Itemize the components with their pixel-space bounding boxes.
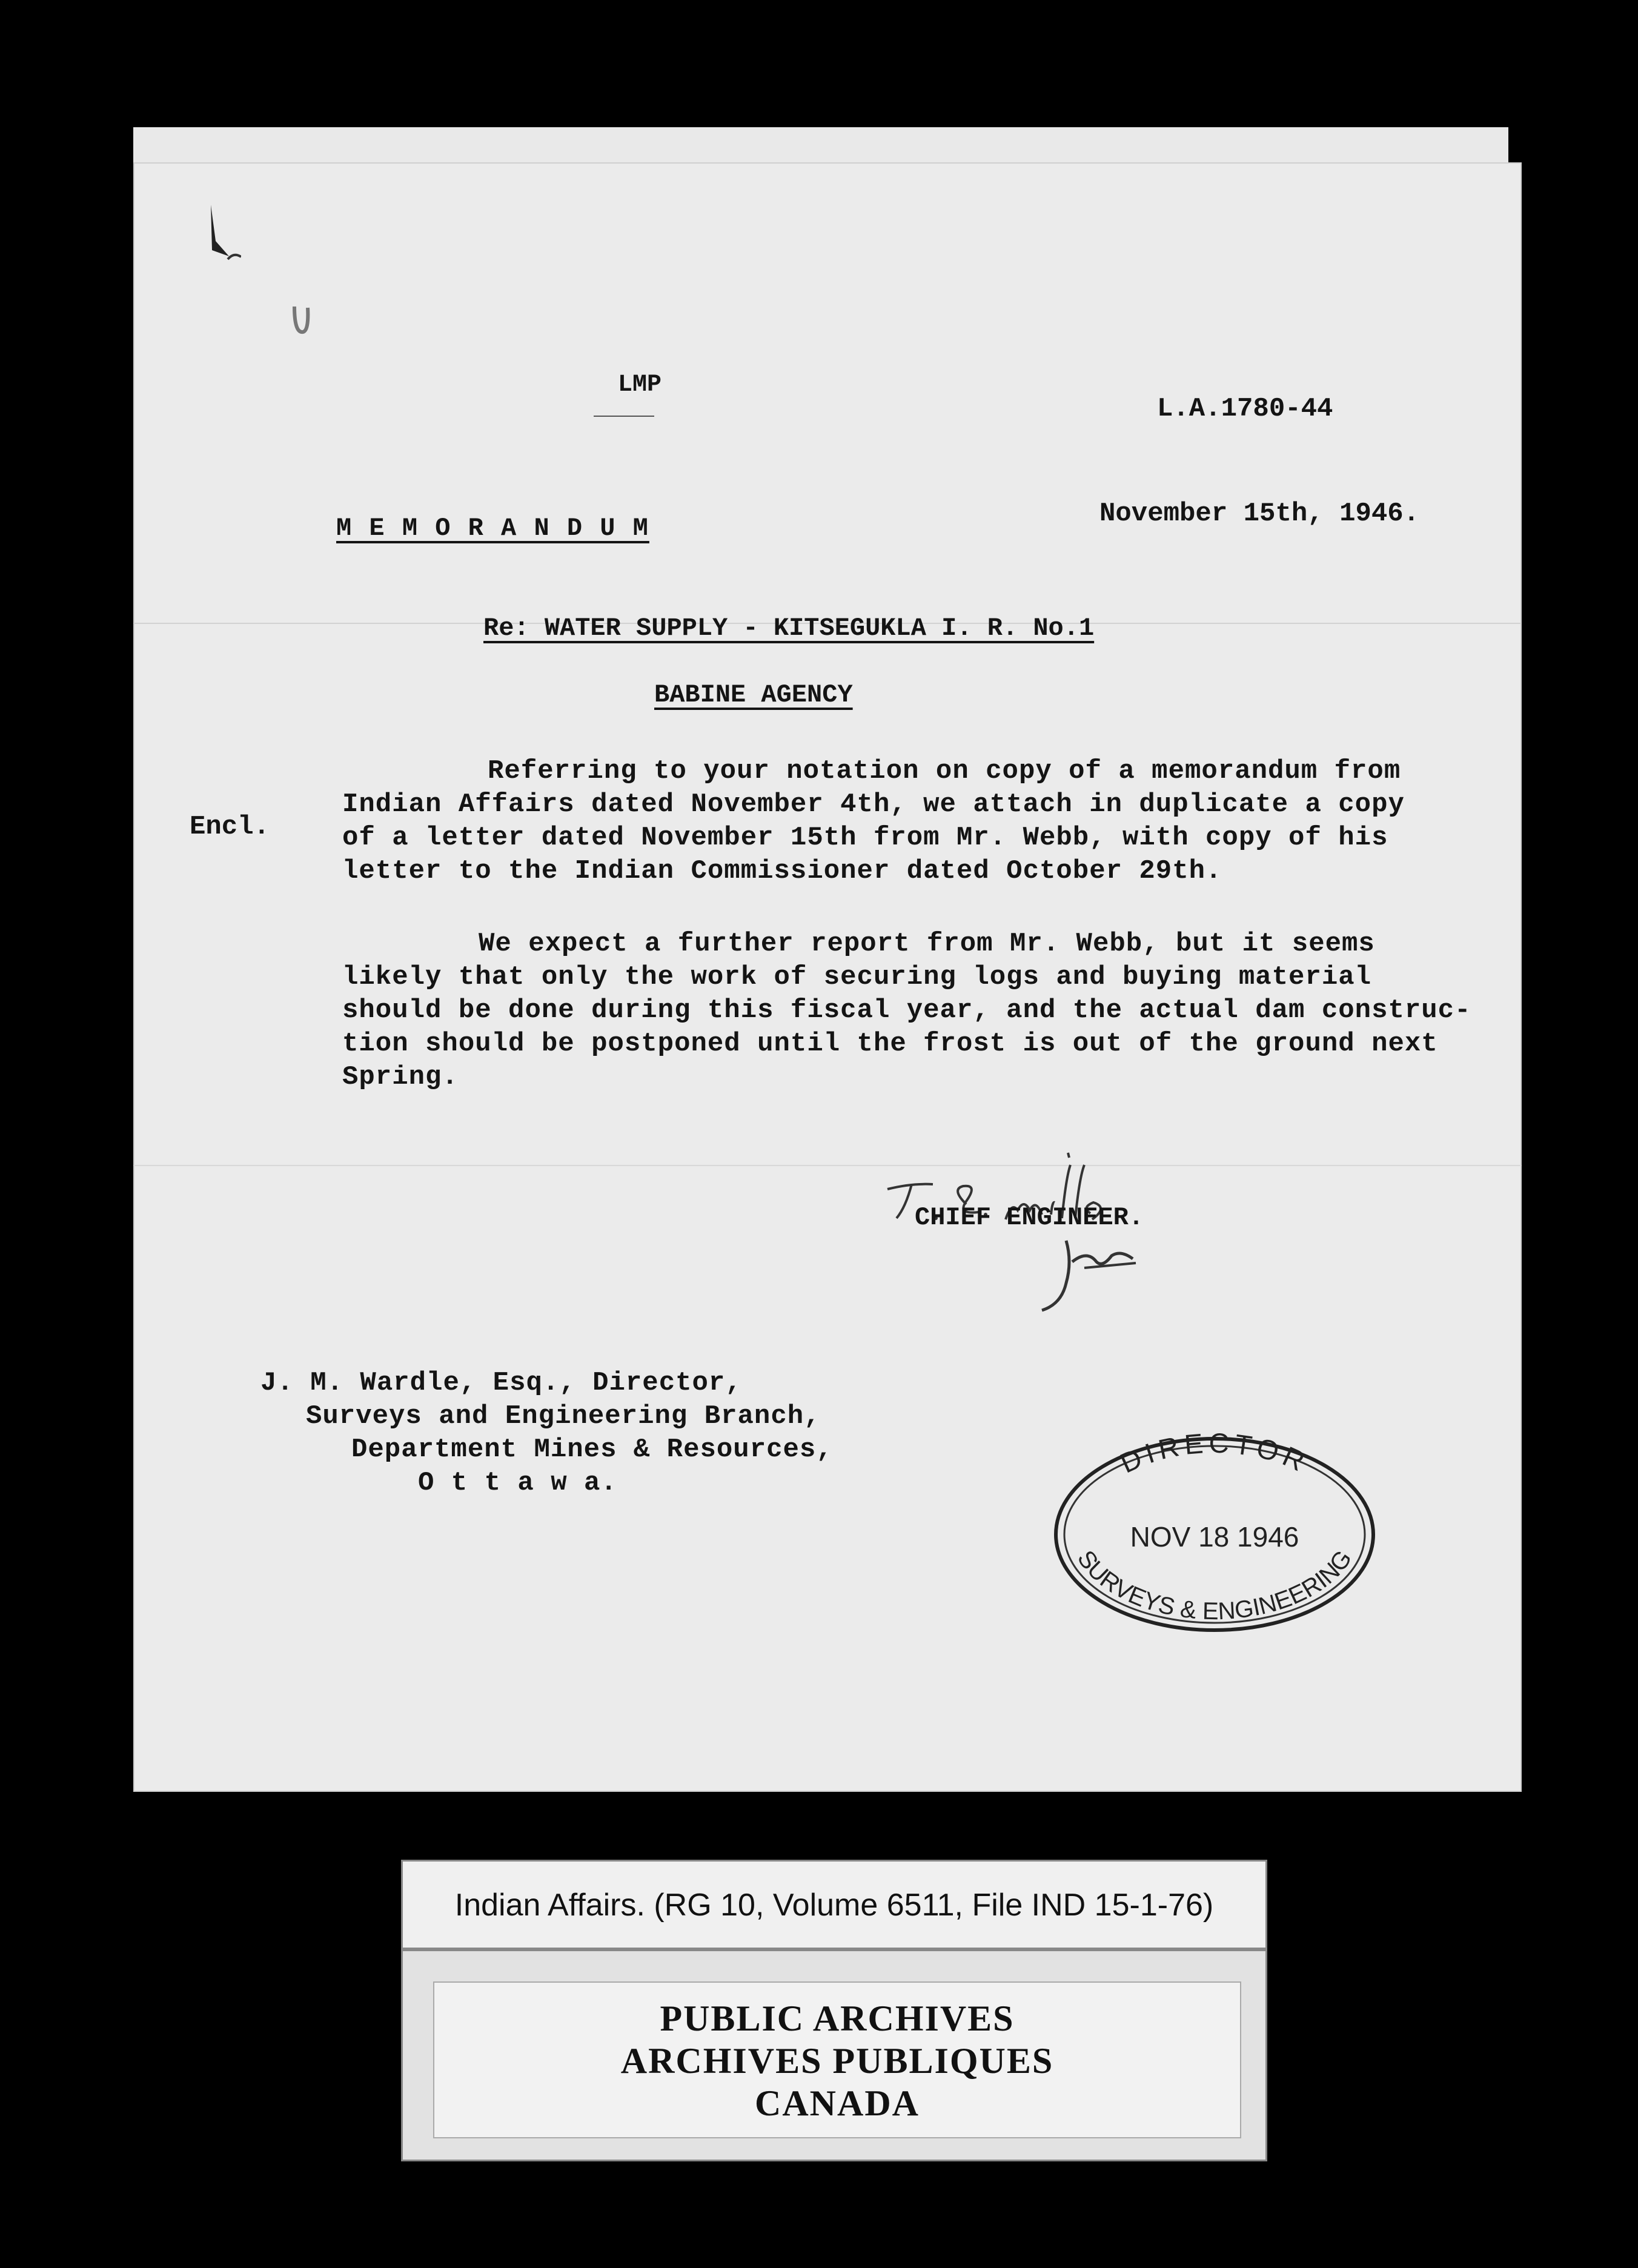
- paragraph1-line: Indian Affairs dated November 4th, we attach in duplicate a copy: [342, 789, 1405, 820]
- paragraph2-line: We expect a further report from Mr. Webb, but it seems: [479, 929, 1375, 959]
- paragraph2-line: should be done during this fiscal year, and the actual dam construc-: [342, 995, 1471, 1026]
- archive-citation-label: [401, 1860, 1267, 1949]
- memo-agency: BABINE AGENCY: [654, 680, 853, 709]
- stamp-top-text: DIRECTOR: [1115, 1431, 1314, 1479]
- archive-citation: Indian Affairs. (RG 10, Volume 6511, File IND 15-1-76): [454, 1888, 1214, 1923]
- pencil-mark: [290, 302, 314, 338]
- stamp-bottom-text: SURVEYS & ENGINEERING: [1072, 1545, 1358, 1625]
- addressee-line: Surveys and Engineering Branch,: [306, 1401, 821, 1431]
- stamp-date: NOV 18 1946: [1130, 1521, 1299, 1553]
- addressee-line: O t t a w a.: [418, 1468, 617, 1498]
- memo-subject: Re: WATER SUPPLY - KITSEGUKLA I. R. No.1: [483, 614, 1095, 643]
- paragraph1-line: Referring to your notation on copy of a memorandum from: [488, 756, 1401, 786]
- enclosure-note: Encl.: [190, 812, 270, 842]
- memo-date: November 15th, 1946.: [1099, 499, 1420, 529]
- paper-fold-line: [133, 1165, 1522, 1166]
- archive-name-fr: ARCHIVES PUBLIQUES: [620, 2041, 1054, 2081]
- archive-country: CANADA: [755, 2083, 920, 2123]
- signer-title: CHIEF ENGINEER.: [915, 1203, 1144, 1232]
- paragraph1-line: of a letter dated November 15th from Mr. Webb, with copy of his: [342, 823, 1388, 853]
- archive-name-en: PUBLIC ARCHIVES: [660, 1998, 1015, 2038]
- handwritten-initials: [1030, 1225, 1151, 1328]
- file-reference: L.A.1780-44: [1157, 394, 1333, 424]
- paragraph1-line: letter to the Indian Commissioner dated October 29th.: [342, 856, 1222, 886]
- public-archives-plate: [433, 1981, 1241, 2138]
- public-archives-label: [401, 1949, 1267, 2161]
- initials-underline: [594, 416, 654, 417]
- paragraph2-line: tion should be postponed until the frost is out of the ground next: [342, 1029, 1438, 1059]
- paragraph2-line: likely that only the work of securing logs and buying material: [342, 962, 1372, 992]
- memo-heading: M E M O R A N D U M: [336, 514, 649, 543]
- received-stamp: [1045, 1431, 1384, 1637]
- paragraph2-line: Spring.: [342, 1062, 459, 1092]
- addressee-line: Department Mines & Resources,: [351, 1434, 833, 1465]
- addressee-line: J. M. Wardle, Esq., Director,: [260, 1368, 742, 1398]
- typist-initials: LMP: [618, 371, 662, 399]
- handwritten-margin-mark: [205, 199, 241, 265]
- memorandum-page: [133, 162, 1522, 1792]
